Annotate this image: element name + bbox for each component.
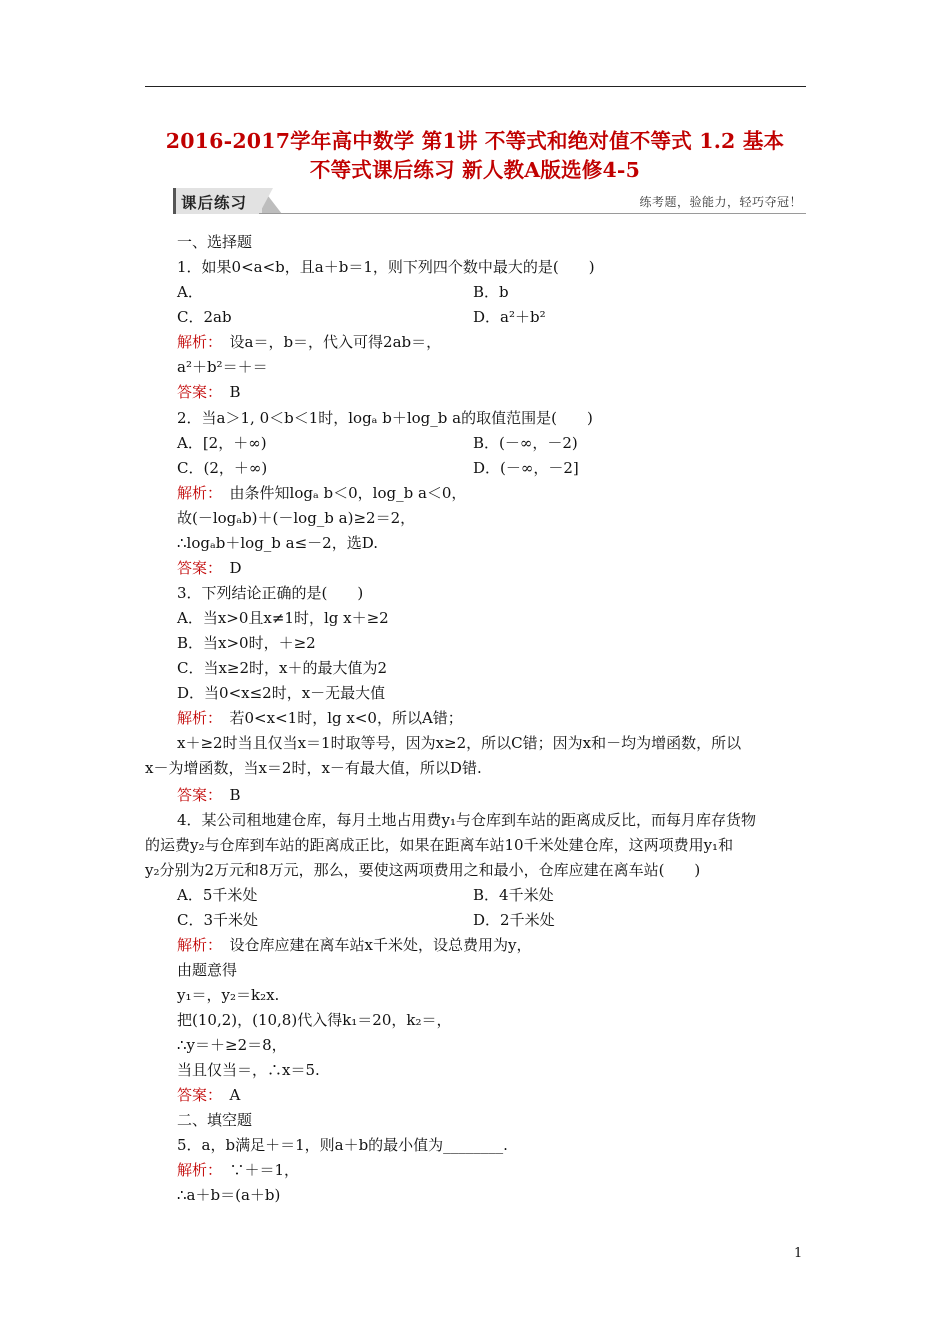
text-line bbox=[177, 508, 415, 528]
text-line bbox=[177, 433, 267, 453]
answer-label: 解析： bbox=[177, 484, 215, 502]
text-line bbox=[177, 1110, 252, 1130]
line-text: 一、选择题 bbox=[177, 233, 253, 251]
line-text: ∴a＋b＝(a＋b) bbox=[177, 1186, 281, 1204]
line-text: ∵＋＝1， bbox=[214, 1161, 300, 1179]
text-line bbox=[177, 885, 257, 905]
line-text: 当且仅当＝，∴x＝5. bbox=[177, 1061, 320, 1079]
text-line bbox=[177, 332, 441, 352]
line-text: A． bbox=[177, 283, 203, 301]
line-text: ∴logₐb＋log_b a≤－2，选D. bbox=[177, 534, 378, 552]
text-line bbox=[177, 683, 385, 703]
text-line bbox=[145, 835, 733, 855]
line-text: D．2千米处 bbox=[473, 911, 555, 929]
text-line bbox=[177, 1185, 280, 1205]
answer-label: 解析： bbox=[177, 936, 215, 954]
text-line bbox=[177, 785, 241, 805]
line-text: A bbox=[214, 1086, 241, 1104]
text-line bbox=[177, 382, 241, 402]
line-text: y₂分别为2万元和8万元，那么，要使这两项费用之和最小，仓库应建在离车站( ) bbox=[145, 861, 701, 879]
line-text: A．当x>0且x≠1时，lg x＋≥2 bbox=[177, 609, 389, 627]
line-text: A．[2，＋∞) bbox=[177, 434, 267, 452]
answer-label: 解析： bbox=[177, 333, 215, 351]
line-text: D bbox=[214, 559, 242, 577]
text-line bbox=[177, 1010, 452, 1030]
line-text: 由题意得 bbox=[177, 961, 238, 979]
line-text: 把(10,2)，(10,8)代入得k₁＝20，k₂＝， bbox=[177, 1011, 452, 1029]
line-text: D．a²＋b² bbox=[473, 308, 546, 326]
text-line bbox=[177, 1035, 287, 1055]
line-text: C．当x≥2时，x＋的最大值为2 bbox=[177, 659, 388, 677]
text-line bbox=[177, 985, 279, 1005]
line-text: C．2ab bbox=[177, 308, 232, 326]
banner-slant-top bbox=[259, 188, 273, 214]
banner-tab-label: 课后练习 bbox=[181, 193, 248, 212]
line-text: 5．a，b满足＋＝1，则a＋b的最小值为________. bbox=[177, 1136, 508, 1154]
text-line bbox=[177, 658, 387, 678]
line-text: B bbox=[214, 383, 241, 401]
text-line bbox=[177, 1060, 320, 1080]
text-line bbox=[177, 307, 232, 327]
answer-label: 答案： bbox=[177, 1086, 215, 1104]
text-line bbox=[177, 257, 595, 277]
answer-label: 答案： bbox=[177, 559, 215, 577]
text-line bbox=[473, 282, 509, 302]
answer-label: 答案： bbox=[177, 786, 215, 804]
top-rule bbox=[145, 86, 806, 87]
text-line bbox=[473, 885, 554, 905]
text-line bbox=[177, 810, 756, 830]
line-text: C．(2，＋∞) bbox=[177, 459, 268, 477]
line-text: 二、填空题 bbox=[177, 1111, 253, 1129]
text-line bbox=[177, 282, 203, 302]
line-text: x＋≥2时当且仅当x＝1时取等号，因为x≥2，所以C错；因为x和－均为增函数，所以 bbox=[177, 734, 742, 752]
text-line bbox=[473, 910, 555, 930]
text-line bbox=[177, 608, 389, 628]
text-line bbox=[177, 708, 463, 728]
line-text: 故(－logₐb)＋(－log_b a)≥2＝2， bbox=[177, 509, 416, 527]
text-line bbox=[145, 860, 700, 880]
line-text: ∴y＝＋≥2＝8， bbox=[177, 1036, 287, 1054]
text-line bbox=[177, 357, 268, 377]
text-line bbox=[177, 232, 252, 252]
text-line bbox=[177, 1135, 508, 1155]
text-line bbox=[177, 533, 378, 553]
text-line bbox=[177, 910, 258, 930]
text-line bbox=[177, 558, 242, 578]
line-text: 3．下列结论正确的是( ) bbox=[177, 584, 364, 602]
line-text: B bbox=[214, 786, 241, 804]
line-text: 的运费y₂与仓库到车站的距离成正比，如果在距离车站10千米处建仓库，这两项费用y₁和 bbox=[145, 836, 734, 854]
page-number: 1 bbox=[794, 1246, 803, 1261]
line-text: B．4千米处 bbox=[473, 886, 554, 904]
doc-title-line-1: 2016-2017学年高中数学 第1讲 不等式和绝对值不等式 1.2 基本 bbox=[165, 129, 785, 153]
text-line bbox=[145, 758, 482, 778]
text-line bbox=[177, 458, 267, 478]
line-text: 2．当a＞1, 0＜b＜1时，logₐ b＋log_b a的取值范围是( ) bbox=[177, 409, 593, 427]
answer-label: 解析： bbox=[177, 709, 215, 727]
text-line bbox=[473, 458, 579, 478]
text-line bbox=[177, 633, 316, 653]
text-line bbox=[177, 583, 363, 603]
text-line bbox=[177, 1160, 299, 1180]
doc-title-line-2: 不等式课后练习 新人教A版选修4-5 bbox=[309, 158, 641, 182]
line-text: 设a＝，b＝，代入可得2ab＝， bbox=[214, 333, 442, 351]
line-text: 由条件知logₐ b＜0，log_b a＜0， bbox=[214, 484, 467, 502]
line-text: D．当0<x≤2时，x－无最大值 bbox=[177, 684, 386, 702]
banner-tab bbox=[173, 188, 262, 214]
line-text: A．5千米处 bbox=[177, 886, 258, 904]
text-line bbox=[177, 483, 466, 503]
line-text: B．(－∞，－2) bbox=[473, 434, 578, 452]
banner-motto: 练考题，验能力，轻巧夺冠！ bbox=[639, 195, 802, 209]
text-line bbox=[177, 408, 593, 428]
line-text: 1．如果0<a<b，且a＋b＝1，则下列四个数中最大的是( ) bbox=[177, 258, 595, 276]
text-line bbox=[473, 433, 578, 453]
section-banner bbox=[173, 188, 806, 214]
text-line bbox=[177, 1085, 240, 1105]
line-text: x－为增函数，当x＝2时，x－有最大值，所以D错. bbox=[145, 759, 482, 777]
line-text: y₁＝，y₂＝k₂x. bbox=[177, 986, 280, 1004]
line-text: 4．某公司租地建仓库，每月土地占用费y₁与仓库到车站的距离成反比，而每月库存货物 bbox=[177, 811, 757, 829]
line-text: C．3千米处 bbox=[177, 911, 259, 929]
text-line bbox=[177, 960, 237, 980]
line-text: 若0<x<1时，lg x<0，所以A错； bbox=[214, 709, 463, 727]
line-text: D．(－∞，－2] bbox=[473, 459, 579, 477]
answer-label: 答案： bbox=[177, 383, 215, 401]
text-line bbox=[177, 935, 531, 955]
text-line bbox=[473, 307, 546, 327]
line-text: a²＋b²＝＋＝ bbox=[177, 358, 268, 376]
answer-label: 解析： bbox=[177, 1161, 215, 1179]
banner-rule bbox=[259, 213, 806, 214]
text-line bbox=[177, 733, 741, 753]
line-text: B．b bbox=[473, 283, 509, 301]
line-text: 设仓库应建在离车站x千米处，设总费用为y， bbox=[214, 936, 532, 954]
line-text: B．当x>0时，＋≥2 bbox=[177, 634, 316, 652]
